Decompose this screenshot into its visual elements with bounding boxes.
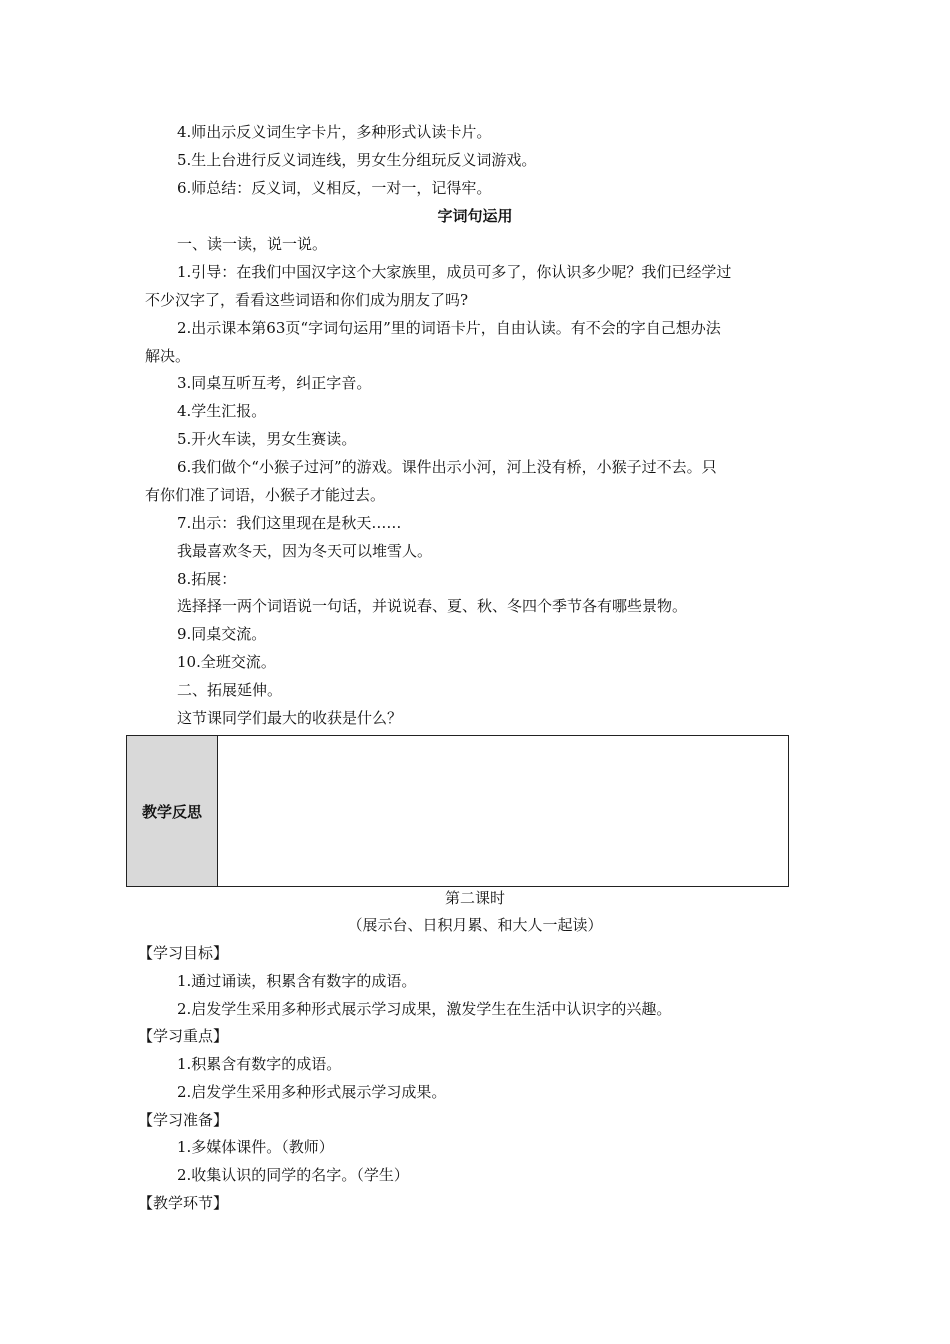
- list-item-sentence: 我最喜欢冬天，因为冬天可以堆雪人。: [177, 542, 433, 560]
- list-item: 4.师出示反义词生字卡片，多种形式认读卡片。: [177, 123, 492, 141]
- part-heading: 二、拓展延伸。: [177, 681, 283, 699]
- list-item: 7.出示：我们这里现在是秋天……: [177, 514, 402, 532]
- list-item: 1.通过诵读，积累含有数字的成语。: [177, 972, 417, 990]
- list-item: 5.生上台进行反义词连线，男女生分组玩反义词游戏。: [177, 151, 537, 169]
- list-item-continuation: 有你们准了词语，小猴子才能过去。: [145, 486, 386, 504]
- reflection-content: [218, 736, 788, 886]
- list-item-continuation: 解决。: [145, 347, 191, 365]
- list-item: 3.同桌互听互考，纠正字音。: [177, 374, 372, 392]
- lesson-subtitle: （展示台、日积月累、和大人一起读）: [347, 916, 603, 934]
- list-item: 2.启发学生采用多种形式展示学习成果，激发学生在生活中认识字的兴趣。: [177, 1000, 672, 1018]
- lesson-title: 第二课时: [444, 889, 505, 907]
- list-item: 6.师总结：反义词，义相反，一对一，记得牢。: [177, 179, 492, 197]
- section-title: 字词句运用: [437, 207, 513, 225]
- list-item: 1.积累含有数字的成语。: [177, 1055, 342, 1073]
- question-text: 这节课同学们最大的收获是什么？: [177, 709, 403, 727]
- focus-heading: 【学习重点】: [138, 1027, 229, 1045]
- reflection-label: 教学反思: [127, 736, 218, 886]
- part-heading: 一、读一读，说一说。: [177, 235, 328, 253]
- list-item-sentence: 选择择一两个词语说一句话，并说说春、夏、秋、冬四个季节各有哪些景物。: [177, 597, 688, 615]
- steps-heading: 【教学环节】: [138, 1194, 229, 1212]
- list-item: 8.拓展：: [177, 570, 237, 588]
- reflection-table: [126, 735, 789, 887]
- list-item: 10.全班交流。: [177, 653, 276, 671]
- list-item: 2.收集认识的同学的名字。（学生）: [177, 1166, 409, 1184]
- list-item: 2.启发学生采用多种形式展示学习成果。: [177, 1083, 447, 1101]
- list-item: 1.多媒体课件。（教师）: [177, 1138, 334, 1156]
- list-item: 2.出示课本第63页“字词句运用”里的词语卡片，自由认读。有不会的字自己想办法: [177, 319, 721, 337]
- prep-heading: 【学习准备】: [138, 1111, 229, 1129]
- list-item: 9.同桌交流。: [177, 625, 267, 643]
- list-item-continuation: 不少汉字了，看看这些词语和你们成为朋友了吗?: [145, 291, 469, 309]
- objectives-heading: 【学习目标】: [138, 944, 229, 962]
- list-item: 1.引导：在我们中国汉字这个大家族里，成员可多了，你认识多少呢？我们已经学过: [177, 263, 732, 281]
- list-item: 6.我们做个“小猴子过河”的游戏。课件出示小河，河上没有桥，小猴子过不去。只: [177, 458, 717, 476]
- list-item: 4.学生汇报。: [177, 402, 267, 420]
- list-item: 5.开火车读，男女生赛读。: [177, 430, 357, 448]
